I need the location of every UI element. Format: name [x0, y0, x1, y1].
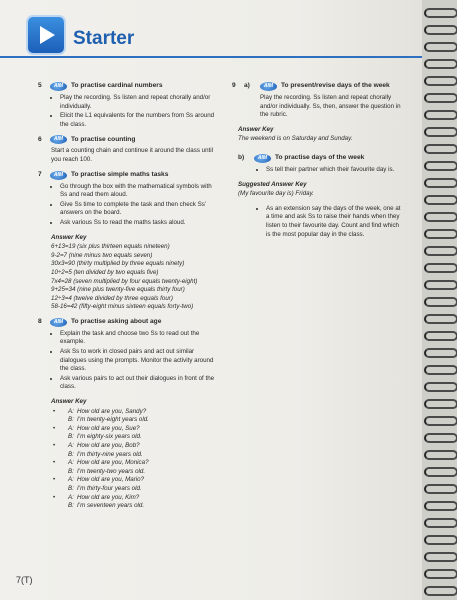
binding-ring — [424, 365, 457, 375]
section-9b — [232, 154, 404, 239]
instruction-text: Play the recording. Ss listen and repeat chorally and/or individually. Ss, then, answer the question in the rubric. — [260, 94, 401, 119]
right-column — [232, 82, 404, 245]
binding-ring — [424, 8, 457, 18]
instruction-item: • Play the recording. Ss listen and repeat chorally and/or individually. — [60, 94, 218, 111]
binding-ring — [424, 501, 457, 511]
page-header — [0, 14, 422, 64]
instruction-item: • Ask Ss to work in closed pairs and act out similar dialogues using the prompts. Monitor the activity around the class. — [60, 348, 218, 374]
speaker-label: • A: — [68, 459, 74, 467]
instruction-text: Start a counting chain and continue it around the class until you reach 100. — [51, 147, 214, 163]
binding-ring — [424, 331, 457, 341]
answer-line: 6+13=19 (six plus thirteen equals nineteen) — [51, 243, 170, 251]
section-sub-label: b) — [238, 154, 245, 162]
answer-key — [51, 243, 218, 312]
binding-ring — [424, 416, 457, 426]
binding-ring — [424, 127, 457, 137]
speaker-label: B: — [68, 450, 74, 458]
binding-ring — [424, 586, 457, 596]
section-6 — [38, 135, 218, 164]
section-9a — [232, 82, 404, 144]
binding-ring — [424, 314, 457, 324]
instruction-item: • Ask various Ss to read the maths tasks aloud. — [60, 219, 218, 228]
dialog-list — [51, 408, 218, 511]
answer-key: (My favourite day is) Friday. — [238, 190, 314, 198]
section-title: To present/revise days of the week — [281, 82, 390, 90]
binding-ring — [424, 467, 457, 477]
binding-ring — [424, 195, 457, 205]
speaker-label: B: — [68, 484, 74, 492]
binding-ring — [424, 382, 457, 392]
dialog-answer: I’m eighty-six years old. — [77, 433, 142, 441]
dialog-question: How old are you, Sue? — [77, 424, 140, 432]
dialog-pair — [59, 494, 218, 511]
speaker-label: B: — [68, 467, 74, 475]
dialog-pair — [59, 408, 218, 425]
dialog-answer: I’m twenty-eight years old. — [77, 416, 149, 424]
binding-ring — [424, 76, 457, 86]
dialog-question: How old are you, Bob? — [77, 442, 140, 449]
speaker-label: • A: — [68, 476, 74, 484]
page-number: 7(T) — [16, 575, 33, 585]
dialog-answer: I’m seventeen years old. — [77, 502, 145, 510]
binding-ring — [424, 552, 457, 562]
binding-ring — [424, 59, 457, 69]
answer-line: 12÷3=4 (twelve divided by three equals four) — [51, 294, 173, 302]
binding-ring — [424, 518, 457, 528]
aim-icon: AIM — [50, 171, 67, 180]
instruction-list — [38, 183, 218, 228]
section-title: To practise counting — [71, 135, 136, 143]
left-column — [38, 82, 218, 511]
section-5 — [38, 82, 218, 129]
dialog-pair — [59, 442, 218, 459]
dialog-answer: I’m twenty-two years old. — [77, 467, 146, 475]
aim-icon: AIM — [260, 82, 277, 91]
speaker-label: • A: — [68, 407, 74, 415]
binding-ring — [424, 42, 457, 52]
dialog-question: How old are you, Monica? — [77, 459, 149, 467]
answer-line: 58-16=42 (fifty-eight minus sixteen equals forty-two) — [51, 303, 194, 311]
binding-ring — [424, 450, 457, 460]
dialog-question: How old are you, Mario? — [77, 476, 145, 484]
aim-icon: AIM — [50, 135, 67, 144]
binding-ring — [424, 535, 457, 545]
aim-icon: AIM — [254, 154, 271, 163]
section-number: 6 — [38, 135, 42, 143]
spiral-binding — [422, 0, 457, 600]
speaker-label: • A: — [68, 424, 74, 432]
dialog-pair — [59, 476, 218, 493]
instruction-list — [38, 94, 218, 129]
binding-ring — [424, 246, 457, 256]
section-title: To practise cardinal numbers — [71, 82, 163, 90]
dialog-pair — [59, 459, 218, 476]
speaker-label: B: — [68, 433, 74, 441]
speaker-label: • A: — [68, 442, 74, 449]
section-sub-label: a) — [244, 82, 250, 90]
answer-key-title: Answer Key — [51, 233, 87, 241]
instruction-item: • Ss tell their partner which their favourite day is. — [266, 166, 404, 175]
section-number: 8 — [38, 318, 42, 326]
speaker-label: • A: — [68, 493, 74, 501]
binding-ring — [424, 433, 457, 443]
section-title: To practise asking about age — [71, 318, 162, 326]
dialog-pair — [59, 425, 218, 442]
instruction-item: • Elicit the L1 equivalents for the numbers from Ss around the class. — [60, 112, 218, 129]
answer-line: 7x4=28 (seven multiplied by four equals twenty-eight) — [51, 277, 198, 285]
answer-line: 10÷2=5 (ten divided by two equals five) — [51, 268, 159, 276]
aim-icon: AIM — [50, 318, 67, 327]
dialog-answer: I’m thirty-nine years old. — [77, 450, 143, 458]
instruction-list — [232, 205, 404, 239]
binding-ring — [424, 399, 457, 409]
instruction-item: • Give Ss time to complete the task and then check Ss’ answers on the board. — [60, 201, 218, 218]
section-number: 7 — [38, 170, 42, 178]
binding-ring — [424, 212, 457, 222]
binding-ring — [424, 348, 457, 358]
section-title: To practise days of the week — [275, 154, 365, 162]
answer-key-title: Answer Key — [51, 398, 87, 406]
dialog-question: How old are you, Sandy? — [77, 407, 147, 415]
answer-key-title: Suggested Answer Key — [238, 180, 307, 188]
instruction-list — [38, 330, 218, 392]
binding-ring — [424, 178, 457, 188]
binding-ring — [424, 93, 457, 103]
page-title: Starter — [73, 28, 135, 49]
section-title: To practise simple maths tasks — [71, 170, 169, 178]
binding-ring — [424, 263, 457, 273]
binding-ring — [424, 569, 457, 579]
binding-ring — [424, 25, 457, 35]
dialog-question: How old are you, Kim? — [77, 493, 140, 501]
instruction-item: • As an extension say the days of the week, one at a time and ask Ss to raise their hands when they listen to their favourite day. Count and find which is the most popular day in the class. — [266, 205, 404, 239]
speaker-label: B: — [68, 502, 74, 510]
instruction-item: • Ask various pairs to act out their dialogues in front of the class. — [60, 375, 218, 392]
answer-line: 9+25=34 (nine plus twenty-five equals thirty four) — [51, 286, 185, 294]
instruction-list — [232, 166, 404, 175]
binding-ring — [424, 229, 457, 239]
instruction-item: • Explain the task and choose two Ss to read out the example. — [60, 330, 218, 347]
answer-key-title: Answer Key — [238, 125, 274, 133]
instruction-item: • Go through the box with the mathematical symbols with Ss and read them aloud. — [60, 183, 218, 200]
answer-key: The weekend is on Saturday and Sunday. — [238, 135, 353, 143]
binding-ring — [424, 144, 457, 154]
section-7 — [38, 171, 218, 312]
binding-ring — [424, 280, 457, 290]
answer-line: 30x3=90 (thirty multiplied by three equals ninety) — [51, 260, 185, 268]
play-icon — [28, 17, 64, 53]
header-rule — [0, 56, 422, 58]
binding-ring — [424, 484, 457, 494]
section-number: 9 — [232, 82, 236, 90]
section-number: 5 — [38, 82, 42, 90]
binding-ring — [424, 161, 457, 171]
section-8 — [38, 318, 218, 511]
answer-line: 9-2=7 (nine minus two equals seven) — [51, 251, 153, 259]
dialog-answer: I’m thirty-four years old. — [77, 484, 142, 492]
aim-icon: AIM — [50, 82, 67, 91]
binding-ring — [424, 297, 457, 307]
speaker-label: B: — [68, 416, 74, 424]
binding-ring — [424, 110, 457, 120]
